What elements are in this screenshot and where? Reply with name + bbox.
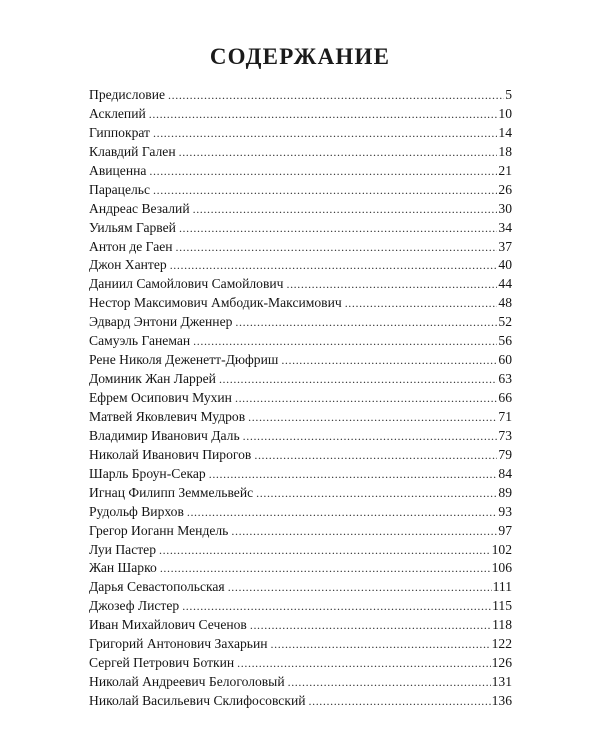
- toc-entry: [89, 294, 512, 313]
- toc-entry: [89, 597, 512, 616]
- toc-entry-page-number: 60: [498, 352, 512, 368]
- dot-leader: [159, 541, 491, 560]
- toc-entry-title: Джозеф Листер: [89, 598, 180, 614]
- toc-entry-page-number: 136: [491, 693, 512, 708]
- dot-leader: [309, 692, 491, 711]
- toc-entry: [89, 332, 512, 351]
- toc-entry: [89, 389, 512, 408]
- toc-entry-title: Уильям Гарвей: [89, 219, 176, 235]
- toc-entry-title: Эдвард Энтони Дженнер: [89, 314, 233, 330]
- toc-entry-title: Григорий Антонович Захарьин: [89, 636, 268, 652]
- toc-entry-page-number: 26: [498, 181, 512, 197]
- dot-leader: [345, 294, 498, 313]
- toc-entry: [89, 465, 512, 484]
- dot-leader: [250, 616, 491, 635]
- dot-leader: [179, 219, 497, 238]
- toc-entry: [89, 275, 512, 294]
- dot-leader: [271, 635, 491, 654]
- toc-entry: [89, 238, 512, 257]
- toc-entry-page-number: 71: [498, 408, 512, 424]
- toc-entry-page-number: 34: [498, 219, 512, 235]
- toc-entry-page-number: 97: [498, 522, 512, 538]
- dot-leader: [193, 332, 497, 351]
- toc-entry-title: Владимир Иванович Даль: [89, 427, 240, 443]
- toc-entry: [89, 351, 512, 370]
- toc-entry-title: Парацельс: [89, 181, 151, 197]
- dot-leader: [153, 181, 497, 200]
- dot-leader: [209, 465, 498, 484]
- toc-entry: [89, 578, 512, 597]
- toc-entry: [89, 181, 512, 200]
- toc-entry-title: Иван Михайлович Сеченов: [89, 617, 247, 633]
- dot-leader: [182, 597, 491, 616]
- toc-entry-page-number: 52: [498, 314, 512, 330]
- toc-entry-title: Николай Иванович Пирогов: [89, 446, 252, 462]
- table-of-contents: [89, 86, 512, 711]
- toc-entry: [89, 408, 512, 427]
- toc-entry-page-number: 118: [492, 617, 512, 633]
- toc-entry: [89, 219, 512, 238]
- toc-entry-page-number: 56: [498, 333, 512, 349]
- toc-entry-title: Игнац Филипп Земмельвейс: [89, 484, 254, 500]
- toc-entry-title: Джон Хантер: [89, 257, 167, 273]
- dot-leader: [149, 162, 497, 181]
- toc-entry-title: Клавдий Гален: [89, 143, 176, 159]
- toc-entry-page-number: 111: [492, 579, 512, 595]
- toc-entry-page-number: 10: [498, 105, 512, 121]
- toc-entry: [89, 654, 512, 673]
- page-title: СОДЕРЖАНИЕ: [209, 44, 391, 69]
- toc-entry: [89, 446, 512, 465]
- toc-entry-page-number: 79: [498, 446, 512, 462]
- toc-entry-page-number: 63: [498, 371, 512, 387]
- dot-leader: [168, 86, 504, 105]
- toc-entry-page-number: 5: [505, 87, 512, 102]
- dot-leader: [187, 503, 498, 522]
- toc-entry-title: Дарья Севастопольская: [89, 579, 225, 595]
- toc-entry-title: Предисловие: [89, 87, 166, 102]
- toc-entry: [89, 522, 512, 541]
- toc-entry-page-number: 18: [498, 143, 512, 159]
- toc-entry: [89, 105, 512, 124]
- toc-entry-title: Асклепий: [89, 105, 146, 121]
- toc-entry-title: Жан Шарко: [89, 560, 157, 576]
- dot-leader: [179, 143, 498, 162]
- toc-entry: [89, 427, 512, 446]
- dot-leader: [193, 200, 498, 219]
- toc-entry-title: Гиппократ: [89, 124, 150, 140]
- dot-leader: [256, 484, 497, 503]
- dot-leader: [248, 408, 497, 427]
- toc-entry-title: Матвей Яковлевич Мудров: [89, 408, 246, 424]
- dot-leader: [243, 427, 498, 446]
- dot-leader: [237, 654, 490, 673]
- dot-leader: [286, 275, 497, 294]
- toc-entry-page-number: 131: [491, 674, 512, 690]
- toc-entry-page-number: 48: [498, 295, 512, 311]
- toc-entry-title: Николай Андреевич Белоголовый: [89, 674, 285, 690]
- toc-entry: [89, 313, 512, 332]
- toc-entry: [89, 673, 512, 692]
- toc-entry-page-number: 73: [498, 427, 512, 443]
- toc-entry: [89, 200, 512, 219]
- toc-entry-title: Даниил Самойлович Самойлович: [89, 276, 284, 292]
- toc-entry-page-number: 40: [498, 257, 512, 273]
- toc-entry: [89, 503, 512, 522]
- toc-entry-page-number: 66: [498, 390, 512, 405]
- toc-entry-title: Рудольф Вирхов: [89, 503, 184, 519]
- toc-entry-title: Николай Васильевич Склифосовский: [89, 693, 306, 708]
- dot-leader: [176, 238, 498, 257]
- toc-entry-title: Сергей Петрович Боткин: [89, 655, 235, 671]
- toc-entry-page-number: 14: [498, 124, 512, 140]
- toc-entry-page-number: 30: [498, 200, 512, 216]
- toc-entry: [89, 559, 512, 578]
- toc-entry: [89, 143, 512, 162]
- toc-entry-page-number: 115: [492, 598, 512, 614]
- toc-entry-page-number: 93: [498, 503, 512, 519]
- toc-entry-page-number: 106: [491, 560, 512, 576]
- dot-leader: [235, 389, 497, 408]
- dot-leader: [231, 522, 497, 541]
- toc-entry-title: Антон де Гаен: [89, 238, 173, 254]
- toc-entry-title: Доминик Жан Ларрей: [89, 371, 216, 387]
- toc-entry: [89, 692, 512, 711]
- dot-leader: [254, 446, 497, 465]
- toc-entry-title: Шарль Броун-Секар: [89, 465, 206, 481]
- dot-leader: [149, 105, 498, 124]
- toc-entry: [89, 256, 512, 275]
- toc-entry: [89, 616, 512, 635]
- toc-entry: [89, 162, 512, 181]
- toc-entry-title: Грегор Иоганн Мендель: [89, 522, 229, 538]
- toc-entry-title: Самуэль Ганеман: [89, 333, 191, 349]
- toc-entry-page-number: 84: [498, 465, 512, 481]
- dot-leader: [288, 673, 491, 692]
- dot-leader: [160, 559, 491, 578]
- toc-entry-page-number: 21: [498, 162, 512, 178]
- toc-entry: [89, 124, 512, 143]
- toc-entry-title: Луи Пастер: [89, 541, 157, 557]
- toc-entry-title: Ефрем Осипович Мухин: [89, 390, 232, 405]
- toc-entry-title: Авиценна: [89, 162, 147, 178]
- dot-leader: [235, 313, 497, 332]
- toc-entry-page-number: 122: [491, 636, 512, 652]
- dot-leader: [153, 124, 497, 143]
- toc-entry-page-number: 126: [491, 655, 512, 671]
- toc-entry: [89, 86, 512, 105]
- toc-entry: [89, 635, 512, 654]
- toc-entry: [89, 484, 512, 503]
- toc-entry-title: Андреас Везалий: [89, 200, 190, 216]
- dot-leader: [170, 256, 498, 275]
- toc-entry-page-number: 102: [491, 541, 512, 557]
- toc-entry: [89, 370, 512, 389]
- dot-leader: [228, 578, 492, 597]
- toc-entry-page-number: 44: [498, 276, 512, 292]
- toc-entry: [89, 541, 512, 560]
- dot-leader: [281, 351, 497, 370]
- toc-entry-page-number: 89: [498, 484, 512, 500]
- toc-entry-page-number: 37: [498, 238, 512, 254]
- toc-entry-title: Рене Николя Деженетт-Дюфриш: [89, 352, 279, 368]
- toc-entry-title: Нестор Максимович Амбодик-Максимович: [89, 295, 342, 311]
- dot-leader: [219, 370, 497, 389]
